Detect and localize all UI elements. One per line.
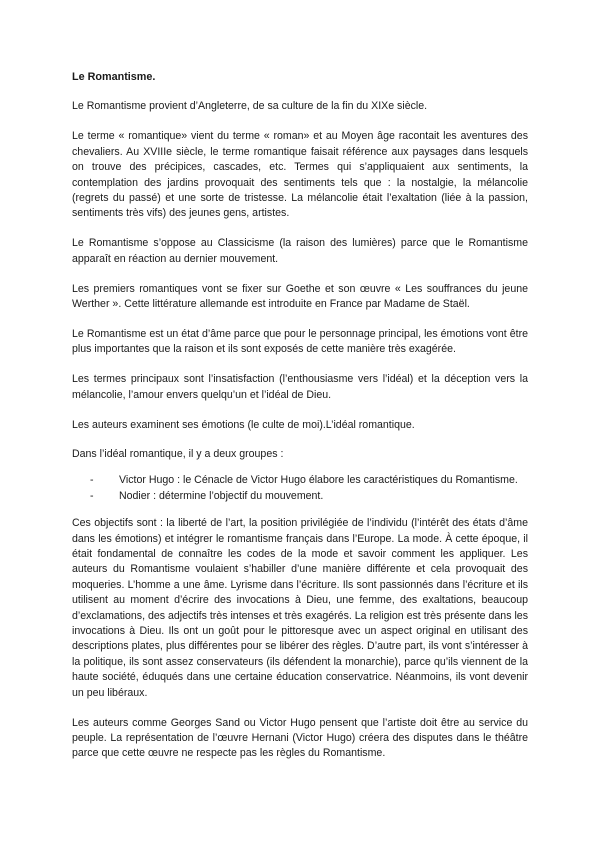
paragraph-main-terms: Les termes principaux sont l’insatisfaction (l’enthousiasme vers l’idéal) et la déception vers la mélancolie, l’amour envers quelqu’un et l’idéal de Dieu.	[72, 373, 528, 401]
paragraph-first-romantics: Les premiers romantiques vont se fixer sur Goethe et son œuvre « Les souffrances du jeune Werther ». Cette littérature allemande est introduite en France par Madame de Staël.	[72, 282, 528, 310]
paragraph-term-romantique: Le terme « romantique» vient du terme « roman» et au Moyen âge racontait les aventures des chevaliers. Au XVIIIe siècle, le terme romantique faisait référence aux paysages dans lesquels on trouve des précipices, cascades, etc. Termes qui s’appliquaient aux sentiments, la contemplation des jardins provoquait des sentiments tels que : la nostalgie, la mélancolie (regrets du passé) et une sorte de tristesse. La mélancolie était l’exaltation (liée à la passion, sentiments très vifs) des jeunes gens, artistes.	[72, 130, 528, 220]
paragraph-authors-service: Les auteurs comme Georges Sand ou Victor Hugo pensent que l’artiste doit être au service du peuple. La représentation de l’œuvre Hernani (Victor Hugo) créera des disputes dans le théâtre parce que cette œuvre ne respecte pas les règles du Romantisme.	[72, 716, 528, 760]
list-item	[72, 473, 528, 488]
paragraph-objectives: Ces objectifs sont : la liberté de l’art, la position privilégiée de l’individu (l’intérêt des états d’âme dans les émotions) et intégrer le romantisme français dans l’Europe. La mode. À cette époque, il était fondamental de connaître les codes de la mode et savoir comment les appliquer. Les auteurs du Romantisme voulaient s’habiller d’une manière différente et cela provoquait des moqueries. L’homme a une âme. Lyrisme dans l’écriture. Ils sont passionnés dans l’écriture et ils utilisent au moment d’écrire des invocations à Dieu, une femme, des exaltations, beaucoup d’exclamations, des adjectifs très intenses et très exagérés. La religion est très présente dans les invocations à Dieu. Ils ont un goût pour le pittoresque avec un aspect original en utilisant des descriptions plates, plus différentes pour se libérer des règles. D’autre part, ils vont s’intéresser à la politique, ils sont assez conservateurs (ils défendent la monarchie), parce qu’ils viennent de la haute société, éduqués dans une certaine éducation conservatrice. Néanmoins, ils vont devenir un peu libéraux.	[72, 517, 528, 699]
paragraph-opposition-classicisme: Le Romantisme s’oppose au Classicisme (la raison des lumières) parce que le Romantisme apparaît en réaction au dernier mouvement.	[72, 237, 528, 265]
paragraph-two-groups: Dans l’idéal romantique, il y a deux groupes :	[72, 448, 284, 461]
list-item-text: Victor Hugo : le Cénacle de Victor Hugo élabore les caractéristiques du Romantisme.	[119, 474, 518, 487]
groups-list	[72, 473, 528, 504]
paragraph-origin: Le Romantisme provient d’Angleterre, de sa culture de la fin du XIXe siècle.	[72, 100, 428, 113]
list-item	[72, 489, 528, 504]
list-dash: -	[90, 489, 94, 502]
list-item-text: Nodier : détermine l’objectif du mouvement.	[119, 489, 324, 502]
list-dash: -	[90, 474, 94, 487]
document-title: Le Romantisme.	[72, 71, 156, 83]
paragraph-etat-dame: Le Romantisme est un état d’âme parce que pour le personnage principal, les émotions vont être plus importantes que la raison et ils sont exposés de cette manière très exagérée.	[72, 327, 528, 356]
paragraph-authors-emotions: Les auteurs examinent ses émotions (le culte de moi).L’idéal romantique.	[72, 418, 415, 431]
document-page	[72, 70, 528, 776]
